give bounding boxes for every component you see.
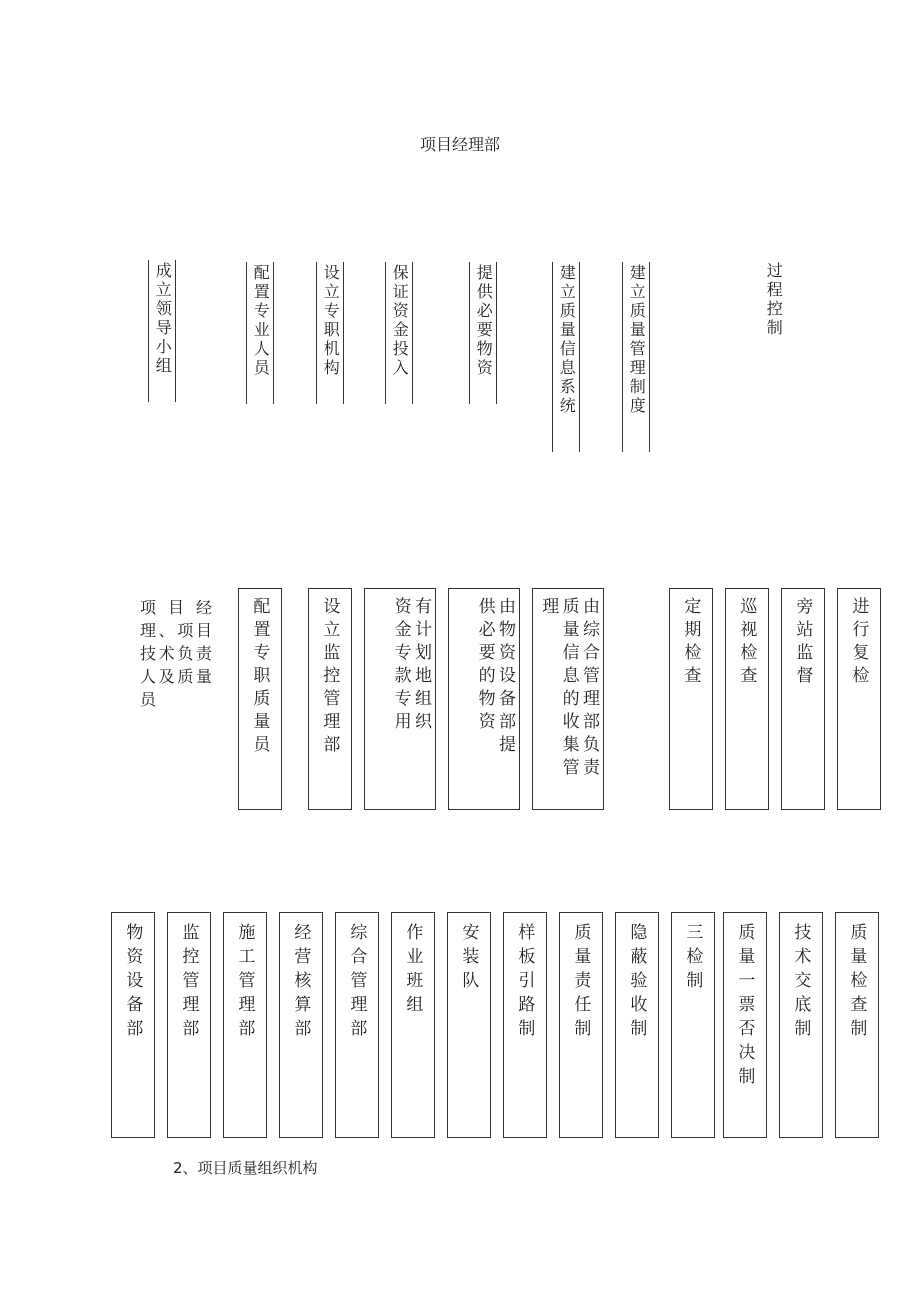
figure-caption: 2、项目质量组织机构 xyxy=(173,1159,318,1177)
node-label: 隐蔽验收制 xyxy=(626,923,647,1043)
node-installation-team xyxy=(447,912,491,1138)
node-label: 作业班组 xyxy=(402,923,423,1019)
node-funding xyxy=(385,262,413,404)
node-label: 进行复检 xyxy=(848,597,869,689)
node-label: 保证资金投入 xyxy=(390,264,410,378)
node-veto-system xyxy=(723,912,767,1138)
node-patrol-inspection xyxy=(725,588,769,810)
node-dept-general xyxy=(335,912,379,1138)
node-responsibility-system xyxy=(559,912,603,1138)
responsible-persons-label: 项目经理、项目技术负责人及质量员 xyxy=(140,598,212,709)
node-label: 成立领导小组 xyxy=(153,262,173,376)
node-work-team xyxy=(391,912,435,1138)
node-label: 质量检查制 xyxy=(846,923,867,1043)
node-info-collection xyxy=(532,588,604,810)
node-label: 设立监控管理部 xyxy=(319,597,340,758)
node-dept-materials xyxy=(111,912,155,1138)
node-agency xyxy=(316,262,344,404)
node-quality-staff xyxy=(238,588,282,810)
node-info-system xyxy=(552,262,580,452)
node-label: 监控管理部 xyxy=(178,923,199,1043)
node-label: 配置专业人员 xyxy=(251,264,271,378)
node-sample-system xyxy=(503,912,547,1138)
node-three-inspection xyxy=(671,912,715,1138)
node-leading-group xyxy=(148,260,176,402)
node-dept-monitoring xyxy=(167,912,211,1138)
node-label: 质量责任制 xyxy=(570,923,591,1043)
node-funds xyxy=(364,588,436,810)
node-label: 由综合管理部负责质量信息的收集管理 xyxy=(538,597,599,781)
node-management-system xyxy=(622,262,650,452)
node-reinspection xyxy=(837,588,881,810)
node-label: 设立专职机构 xyxy=(321,264,341,378)
node-label: 物资设备部 xyxy=(122,923,143,1043)
node-quality-check-system xyxy=(835,912,879,1138)
node-label: 建立质量信息系统 xyxy=(557,264,577,416)
node-label: 综合管理部 xyxy=(346,923,367,1043)
node-label: 巡视检查 xyxy=(736,597,757,689)
node-label: 安装队 xyxy=(458,923,479,995)
node-label: 技术交底制 xyxy=(790,923,811,1043)
node-label: 配置专职质量员 xyxy=(249,597,270,758)
node-label: 定期检查 xyxy=(680,597,701,689)
node-label: 样板引路制 xyxy=(514,923,535,1043)
node-label: 提供必要物资 xyxy=(474,264,494,378)
node-staff xyxy=(246,262,274,404)
node-dept-accounting xyxy=(279,912,323,1138)
node-supervision xyxy=(781,588,825,810)
node-materials xyxy=(469,262,497,404)
node-label: 建立质量管理制度 xyxy=(627,264,647,416)
node-label: 旁站监督 xyxy=(792,597,813,689)
diagram-title: 项目经理部 xyxy=(419,135,500,154)
node-process-control: 过程控制 xyxy=(764,262,784,338)
node-periodic-inspection xyxy=(669,588,713,810)
node-label: 由物资设备部提供必要的物资 xyxy=(474,597,515,758)
node-monitoring-dept xyxy=(308,588,352,810)
node-label: 三检制 xyxy=(682,923,703,995)
node-label: 经营核算部 xyxy=(290,923,311,1043)
node-label: 质量一票否决制 xyxy=(734,923,755,1091)
node-technical-briefing xyxy=(779,912,823,1138)
node-concealed-acceptance xyxy=(615,912,659,1138)
node-materials-supply xyxy=(448,588,520,810)
node-label: 施工管理部 xyxy=(234,923,255,1043)
node-label: 有计划地组织资金专款专用 xyxy=(390,597,431,735)
node-dept-construction xyxy=(223,912,267,1138)
